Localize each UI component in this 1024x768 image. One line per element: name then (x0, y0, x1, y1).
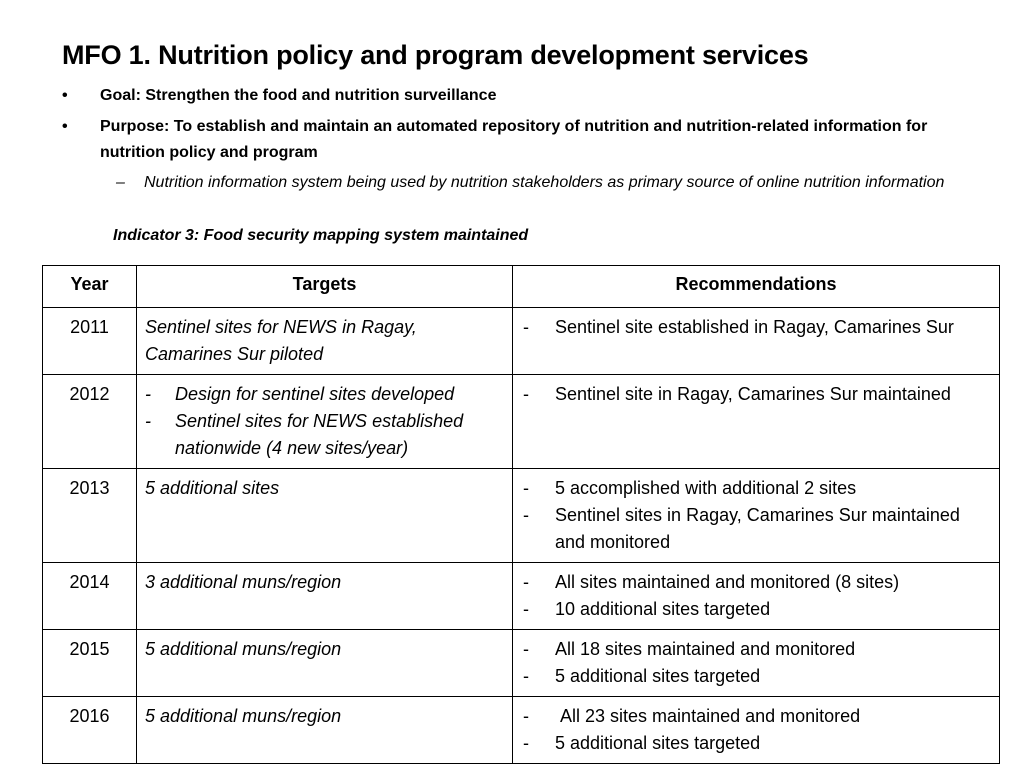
targets-cell (137, 469, 513, 563)
recommendations-cell (513, 697, 1000, 764)
recommendation-item: - All 18 sites maintained and monitored (521, 636, 991, 663)
recommendation-item: - 5 additional sites targeted (521, 730, 991, 757)
recommendations-list (521, 381, 991, 408)
recommendation-item: - Sentinel site established in Ragay, Camarines Sur (521, 314, 991, 341)
recommendation-item: - All sites maintained and monitored (8 sites) (521, 569, 991, 596)
table-row (43, 469, 1000, 563)
recommendation-item: - 5 additional sites targeted (521, 663, 991, 690)
targets-list (145, 381, 504, 462)
year-cell: 2011 (43, 308, 137, 375)
table-row (43, 308, 1000, 375)
target-text: 5 additional muns/region (145, 706, 342, 726)
recommendation-item: - 10 additional sites targeted (521, 596, 991, 623)
header-recommendations: Recommendations (513, 266, 1000, 308)
target-text: Sentinel sites for NEWS in Ragay, Camarines Sur piloted (145, 317, 417, 364)
target-item: - Design for sentinel sites developed (145, 381, 504, 408)
header-targets: Targets (137, 266, 513, 308)
goal-text: Goal: Strengthen the food and nutrition surveillance (100, 87, 497, 104)
year-cell: 2016 (43, 697, 137, 764)
table-row (43, 375, 1000, 469)
targets-cell (137, 630, 513, 697)
recommendations-cell (513, 375, 1000, 469)
purpose-text: Purpose: To establish and maintain an automated repository of nutrition and nutrition-related information for nutrition policy and program (100, 118, 928, 161)
recommendation-item: - Sentinel sites in Ragay, Camarines Sur maintained and monitored (521, 502, 991, 556)
recommendations-cell (513, 630, 1000, 697)
year-cell: 2015 (43, 630, 137, 697)
indicator-label: Indicator 3: Food security mapping system maintained (113, 227, 529, 244)
recommendations-cell (513, 469, 1000, 563)
slide-title: MFO 1. Nutrition policy and program development services (62, 40, 809, 70)
year-cell: 2012 (43, 375, 137, 469)
recommendation-item: - Sentinel site in Ragay, Camarines Sur maintained (521, 381, 991, 408)
target-text: 5 additional sites (145, 478, 280, 498)
targets-cell (137, 697, 513, 764)
bullet-marker: • (62, 118, 68, 135)
recommendations-list (521, 703, 991, 757)
target-item: - Sentinel sites for NEWS established nationwide (4 new sites/year) (145, 408, 504, 462)
recommendations-list (521, 636, 991, 690)
recommendations-cell (513, 563, 1000, 630)
target-text: 5 additional muns/region (145, 639, 342, 659)
table-row (43, 630, 1000, 697)
table-row (43, 697, 1000, 764)
targets-cell (137, 563, 513, 630)
table-row (43, 563, 1000, 630)
bullet-marker: • (62, 87, 68, 104)
targets-cell (137, 308, 513, 375)
year-cell: 2013 (43, 469, 137, 563)
recommendations-list (521, 314, 991, 341)
recommendations-cell (513, 308, 1000, 375)
targets-table (42, 265, 1000, 764)
targets-cell (137, 375, 513, 469)
recommendation-item: - All 23 sites maintained and monitored (521, 703, 991, 730)
recommendation-item: - 5 accomplished with additional 2 sites (521, 475, 991, 502)
header-year: Year (43, 266, 137, 308)
target-text: 3 additional muns/region (145, 572, 342, 592)
recommendations-list (521, 475, 991, 556)
sub-bullet-marker: – (116, 174, 125, 191)
sub-bullet-text: Nutrition information system being used by nutrition stakeholders as primary source of online nutrition information (144, 174, 945, 191)
recommendations-list (521, 569, 991, 623)
table-header-row (43, 266, 1000, 308)
year-cell: 2014 (43, 563, 137, 630)
